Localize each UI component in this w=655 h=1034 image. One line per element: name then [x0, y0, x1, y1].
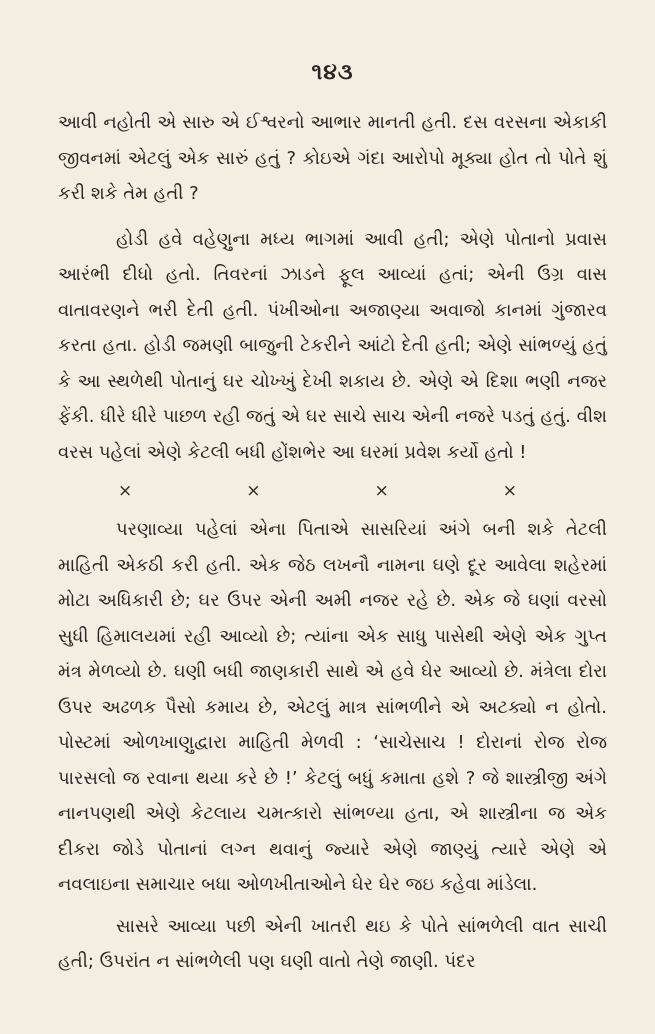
separator-mark: ×	[502, 481, 517, 501]
separator-mark: ×	[118, 481, 133, 501]
paragraph-3: પરણાવ્યા પહેલાં એના પિતાએ સાસરિયાં અંગે બની શકે તેટલી માહિતી એકઠી કરી હતી. એક જેઠ લખનૌ નામના ઘણે દૂર આવેલા શહેરમાં મોટા અધિકારી છે; ઘર ઉપર એની અમી નજર રહે છે. એક જે ઘણાં વરસો સુધી હિમાલયમાં રહી આવ્યો છે; ત્યાંના એક સાધુ પાસેથી એણે એક ગુપ્ત મંત્ર મેળવ્યો છે. ઘણી બધી જાણકારી સાથે એ હવે ઘેર આવ્યો છે. મંત્રેલા દોરા ઉપર અઢળક પૈસો કમાય છે, એટલું માત્ર સાંભળીને એ અટક્યો ન હોતો. પોસ્ટમાં ઓળખાણુદ્વારા માહિતી મેળવી : ‘સાચેસાચ ! દોરાનાં રોજ રોજ પારસલો જ રવાના થયા કરે છે !’ કેટલું બધું કમાતા હશે ? જે શાસ્ત્રીજી અંગે નાનપણથી એણે કેટલાય ચમત્કારો સાંભળ્યા હતા, એ શાસ્ત્રીના જ એક દીકરા જોડે પોતાનાં લગ્ન થવાનું જ્યારે એણે જાણ્યું ત્યારે એણે એ નવલાઇના સમાચાર બધા ઓળખીતાઓને ઘેર ઘેર જઇ કહેવા માંડેલા.	[58, 519, 607, 895]
paragraph-2: હોડી હવે વહેણુના મધ્ય ભાગમાં આવી હતી; એણે પોતાનો પ્રવાસ આરંભી દીધો હતો. તિવરનાં ઝાડને ફૂલ આવ્યાં હતાં; એની ઉગ્ર વાસ વાતાવરણને ભરી દેતી હતી. પંખીઓના અજાણ્યા અવાજો કાનમાં ગુંજારવ કરતા હતા. હોડી જમણી બાજુની ટેકરીને આંટો દેતી હતી; એણે સાંભળ્યું હતું કે આ સ્થળેથી પોતાનું ઘર ચોખ્ખું દેખી શકાય છે. એણે એ દિશા ભણી નજર ફેંકી. ધીરે ધીરે પાછળ રહી જતું એ ઘર સાચે સાચ એની નજરે પડતું હતું. વીશ વરસ પહેલાં એણે કેટલી બધી હોંશભેર આ ઘરમાં પ્રવેશ કર્યો હતો !	[58, 228, 607, 463]
separator-mark: ×	[374, 481, 389, 501]
separator-mark: ×	[246, 481, 261, 501]
section-separator	[58, 476, 607, 506]
paragraph-1: આવી નહોતી એ સારુ એ ઈશ્વરનો આભાર માનતી હતી. દસ વરસના એકાકી જીવનમાં એટલું એક સારું હતું ? કોઇએ ગંદા આરોપો મૂક્યા હોત તો પોતે શું કરી શકે તેમ હતી ?	[58, 112, 607, 204]
page-number: ૧૪૩	[311, 60, 354, 85]
paragraph-4: સાસરે આવ્યા પછી એની ખાતરી થઇ કે પોતે સાંભળેલી વાત સાચી હતી; ઉપરાંત ન સાંભળેલી પણ ઘણી વાતો તેણે જાણી. પંદર	[58, 915, 607, 972]
